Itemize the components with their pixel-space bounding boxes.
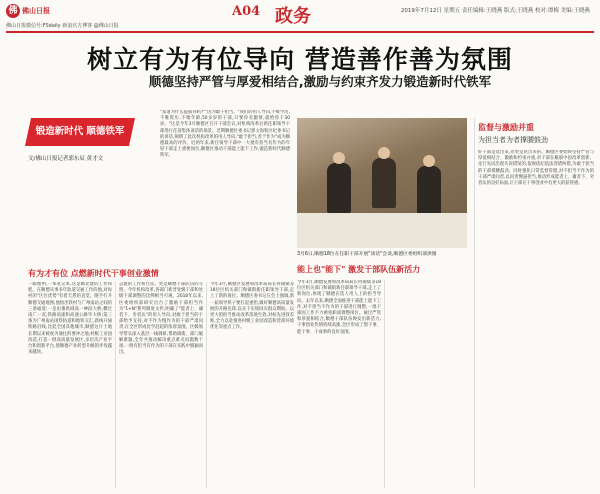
masthead [0,0,600,40]
byline: 文/佛山日报记者郭东辰 黄才文 [28,156,104,162]
photo-table [297,213,467,248]
photo-figure [372,158,396,208]
photo-caption: 3月6日,顺德18位在任职干部开展"谈话"会谈,顺德区委组织部供图 [297,252,437,257]
photo-figure [327,163,351,213]
column-divider [206,282,207,488]
sidebar-text: 好干部是选出来,但更是管出来的。顺德区委始终坚持严管与厚爱相结合、激励和约束并重,对干部在履职中因改革创新、先行先试出现失误错误的,依规依纪依法容错纠错,为敢于担当的干部撑腰鼓劲。同时强化日常监督管理,对不担当不作为的干部严肃问责,以问责倒逼担当,推动形成能者上、庸者下、劣者汰的良好局面,让干部在干事创业中有更大的获得感。 [478,150,594,187]
news-photo [297,118,467,248]
headline: 树立有为有位导向 营造善作善为氛围 [87,45,513,74]
column-divider [115,282,116,488]
paper-logo [6,4,50,18]
section-heading-1: 有为才有位 点燃新时代干事创业激情 [28,269,159,278]
page-number: A04 [232,4,261,19]
section-title: 政务 [275,6,311,27]
lead-paragraph: "知道为什么提拔你吗?""因为敢干担当。"我们的用人导向,不唯学历,不唯资历,不唯年龄,50多岁的干部,只要你有激情,就给你干30岁。"这是今年3月顺德区召开干部会议,对机构改革后新任职领导干部进行任前集体谈话的场景。近期顺德区委书记郭文海和区纪委书记的讲话,阐明了此次机构改革的用人导向,"敢于担当,善于作为"成为顺德最高的评价。近两年来,新任领导干部中一大批有担当有作为的年轻干部走上重要岗位,顺德区推动干部能上能下工作,锻造新时代顺德铁军。 [160,110,290,159]
photo-figure [417,166,441,216]
subheadline: 顺德坚持严管与厚爱相结合,激励与约束齐发力锻造新时代铁军 [148,74,492,89]
sidebar-subtitle: 为担当者为者撑腰鼓劲 [478,136,548,144]
column-badge: 锻造新时代 顺德铁军 [25,118,135,146]
column-3-text: 今年3月,顺德区发展和改革局局长何锡斌等18位区机关部门和镇街新任职领导干部,走上了新的岗位。顺德区委书记在会上强调,新一届领导班子要扛起重担,做好顺德高质量发展的开路先锋,以实干实绩回应群众期盼。以更大的担当推动改革落地生效,对标先进找差距,全力以赴推进村级工业园改造和营商环境优化等重点工作。 [210,282,294,331]
column-1-text: 一眼地州,一本笔记本,这是顺北建的工作和吧。在顺德从事多年轨道交通工作的他,对每村的"区位优势"有着天然的直觉。随手打开顺德交通地图,他指出铁村与广州南站之间的三条通道:一是由番禺域高一神段大桥,横过南广一双,铁路高速和高速公路毕大桥;第三条为广州南站国铁轨道和地铁交汇,新线开通铁路沿线,比起全国其他城市,顺德这片土地长期以来被视为通往的要冲之地,村级工业园改造,打造一批高质量发展区,多层次产业平台和创新平台,使顺德产业转型升级的步伐越来越快。 [28,282,112,356]
photo-figure-head [378,147,390,159]
header-rule [6,31,594,33]
date-line: 2019年7月12日 星期五 责任编辑:王晓燕 版式:王晓燕 校对:谭梅 美编:王晓燕 [400,8,590,14]
column-divider [384,280,385,488]
logo-icon: 佛 [6,4,20,18]
sidebar-title: 监督与激励并重 [478,123,534,132]
column-5-text [388,280,472,488]
paper-logo-text: 佛山日报 [22,7,50,15]
column-4-text: 今年3月,顺德发展和改革局局长何锡斌等18位区机关部门和镇街新任职领导干部,走上了新岗位,体现了顺德在选人用人上的担当导向。去年以来,顺德全面推进干部能上能下工作,对不担当不作为的干部进行调整,一批干部因工作不力被免职或调整岗位。通过严管和厚爱相结合,顺德干部队伍焕发出新活力,干事创业热情持续高涨,全区形成了想干事、能干事、干成事的良好氛围。 [297,280,381,335]
column-divider [474,118,475,488]
header-meta: 佛山日报微信号:FSdaily 新浪官方博客 @佛山日报 [6,23,119,29]
lead-continuation [28,162,156,252]
section-heading-2: 能上也"能下" 激发干部队伍新活力 [297,265,421,274]
column-2-text: 志建的工作和仕宦。更是顺德干部队伍的写照。今年机构改革,各部门新晋处级干部和处级干部调整的比例相当可观。2018年以来,区委组织部研究出台了激励干部担当作为"1+N"系列制度文件,明确了"能者上、庸者下、劣者汰"的用人导向,对敢于担当的干部给予支持,对不作为慢作为的干部严肃问责,在全区形成比学赶超的浓厚氛围。区级领导带头深入基层一线调研,帮助镇街、部门破解难题,全年共推动解决重点难点问题数十项,一批有担当有作为的干部在实践中脱颖而出。 [119,282,203,356]
sidebar-heading [478,122,593,145]
photo-figure-head [423,155,435,167]
photo-figure-head [333,152,345,164]
